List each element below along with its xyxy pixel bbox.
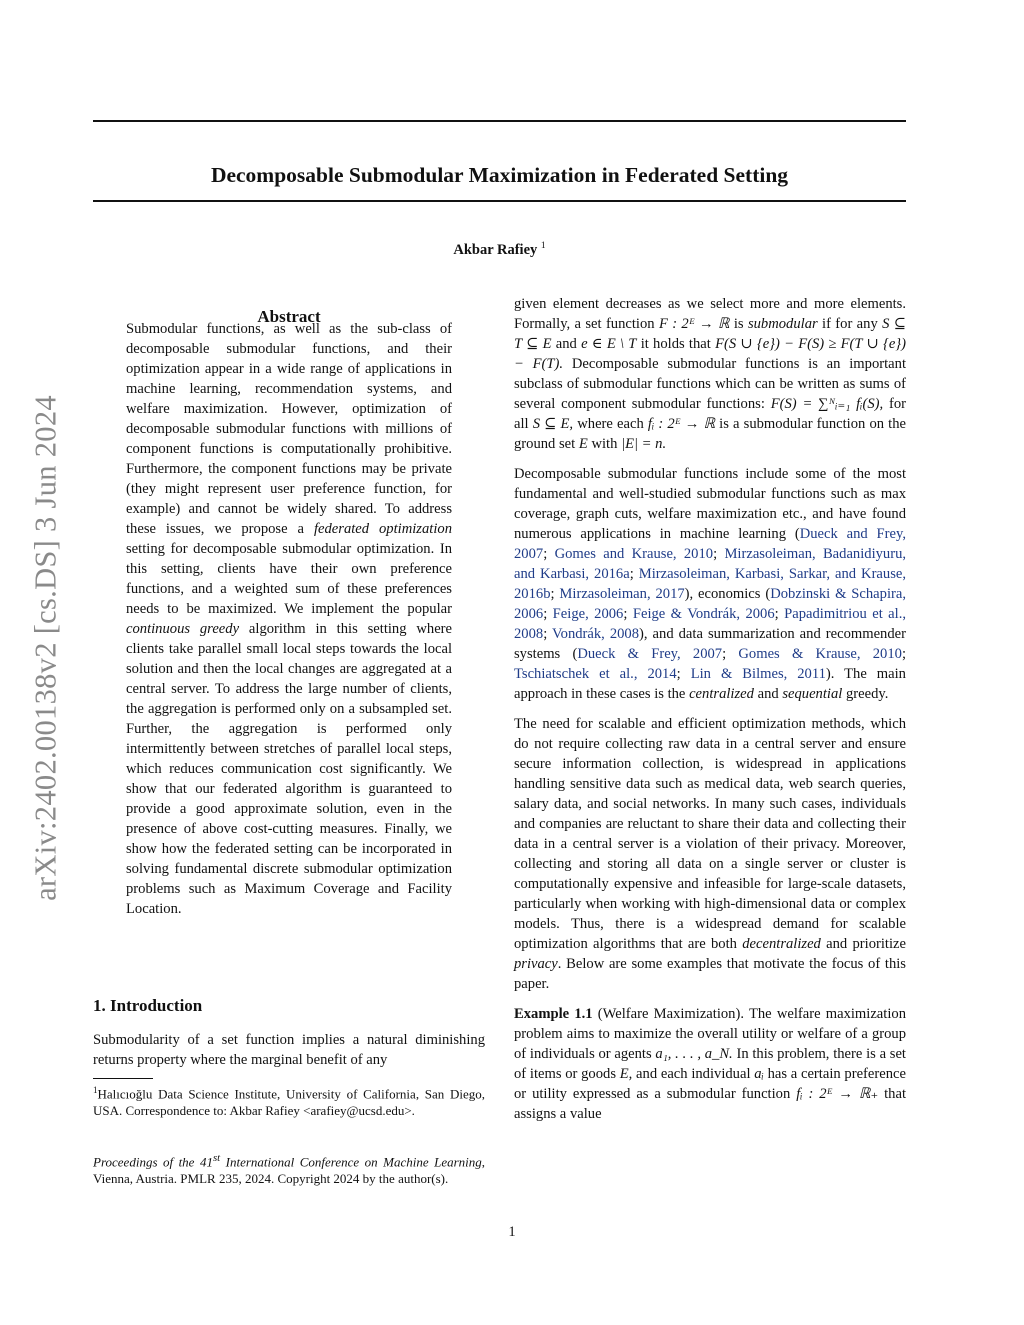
page-number: 1	[508, 1224, 516, 1240]
citation-link[interactable]: Gomes & Krause, 2010	[738, 646, 902, 662]
right-column	[514, 294, 906, 1124]
author-line	[93, 236, 906, 260]
title-rule-top	[93, 120, 906, 122]
definition-paragraph: given element decreases as we select more and more elements. Formally, a set function F : 2ᴱ → ℝ is submodular if for any S ⊆ T ⊆ E and e ∈ E \ T it holds that F(S ∪ {e}) − F(S) ≥ F(T ∪ {e}) − F(T). Decomposable submodular functions is an important subclass of submodular functions which can be written as sums of several component submodular functions: F(S) = ∑ᴺᵢ₌₁ fᵢ(S), for all S ⊆ E, where each fᵢ : 2ᴱ → ℝ is a submodular function on the ground set E with |E| = n.	[514, 296, 907, 452]
citation-link[interactable]: Feige, 2006	[552, 606, 624, 622]
citation-link[interactable]: Tschiatschek et al., 2014	[514, 666, 677, 682]
citation-link[interactable]: Mirzasoleiman, Badanidiyuru, and Karbasi, 2016a	[514, 546, 907, 582]
introduction-heading: 1. Introduction	[93, 996, 203, 1015]
motivation-paragraph: The need for scalable and efficient optimization methods, which do not require collecting raw data in a central server and ensure secure information collection, is widespread in applications handling sensitive data such as medical data, web search queries, salary data, and social networks. In many such cases, individuals and companies are reluctant to share their data and collecting their data in a central server is a violation of their privacy. Moreover, collecting and storing all data on a single server or cluster is computationally expensive and infeasible for large-scale datasets, particularly when working with high-dimensional data or complex models. Thus, there is a widespread demand for scalable optimization algorithms that are both decentralized and prioritize privacy. Below are some examples that motivate the focus of this paper.	[514, 716, 906, 992]
citation-link[interactable]: Gomes and Krause, 2010	[554, 546, 714, 562]
citation-link[interactable]: Dobzinski & Schapira, 2006	[514, 586, 906, 622]
author-affiliation-mark: 1	[540, 241, 546, 251]
citation-link[interactable]: Dueck and Frey, 2007	[514, 526, 906, 562]
affiliation-footnote: $^1$Halıcıoğlu Data Science Institute, University of California, San Diego, USA. Correspondence to: Akbar Rafiey <arafiey@ucsd.edu>.	[93, 1085, 485, 1119]
author-name: Akbar Rafiey	[453, 241, 538, 258]
citation-link[interactable]: Mirzasoleiman, Karbasi, Sarkar, and Krause, 2016b	[514, 566, 907, 602]
citation-link[interactable]: Dueck & Frey, 2007	[577, 646, 723, 662]
footnote-rule	[93, 1078, 153, 1079]
arxiv-identifier: arXiv:2402.00138v2 [cs.DS] 3 Jun 2024	[28, 395, 63, 901]
title-rule-bottom	[93, 200, 906, 202]
introduction-paragraph: Submodularity of a set function implies a natural diminishing returns property where the marginal benefit of any	[93, 1032, 485, 1068]
proceedings-note: Proceedings of the 41st International Conference on Machine Learning, Vienna, Austria. PMLR 235, 2024. Copyright 2024 by the author(s).	[93, 1152, 486, 1187]
applications-paragraph: Decomposable submodular functions include some of the most fundamental and well-studied submodular functions such as max coverage, graph cuts, welfare maximization etc., and have found numerous applications in machine learning (Dueck and Frey, 2007; Gomes and Krause, 2010; Mirzasoleiman, Badanidiyuru, and Karbasi, 2016a; Mirzasoleiman, Karbasi, Sarkar, and Krause, 2016b; Mirzasoleiman, 2017), economics (Dobzinski & Schapira, 2006; Feige, 2006; Feige & Vondrák, 2006; Papadimitriou et al., 2008; Vondrák, 2008), and data summarization and recommender systems (Dueck & Frey, 2007; Gomes & Krause, 2010; Tschiatschek et al., 2014; Lin & Bilmes, 2011). The main approach in these cases is the centralized and sequential greedy.	[514, 466, 907, 702]
citation-link[interactable]: Papadimitriou et al., 2008	[514, 606, 907, 642]
citation-link[interactable]: Mirzasoleiman, 2017	[559, 586, 685, 602]
footnote-mark: 1	[93, 1085, 98, 1095]
example-paragraph: Example 1.1 (Welfare Maximization). The welfare maximization problem aims to maximize the overall utility or welfare of a group of individuals or agents a₁, . . . , a_N. In this problem, there is a set of items or goods E, and each individual aᵢ has a certain preference or utility expressed as a submodular function fᵢ : 2ᴱ → ℝ₊ that assigns a value	[514, 1006, 906, 1122]
citation-link[interactable]: Feige & Vondrák, 2006	[632, 606, 775, 622]
citation-link[interactable]: Lin & Bilmes, 2011	[690, 666, 826, 682]
paper-title: Decomposable Submodular Maximization in Federated Setting	[210, 163, 789, 188]
example-label: Example 1.1	[514, 1006, 593, 1022]
abstract-body: Submodular functions, as well as the sub-class of decomposable submodular functions, and their optimization appear in a wide range of applications in machine learning, recommendation systems, and welfare maximization. However, optimization of decomposable submodular functions with millions of component functions is computationally prohibitive. Furthermore, the component functions may be private (they might represent user preference function, for example) and cannot be widely shared. To address these issues, we propose a federated optimization setting for decomposable submodular optimization. In this setting, clients have their own preference functions, and a weighted sum of these preferences needs to be maximized. We implement the popular continuous greedy algorithm in this setting where clients take parallel small local steps towards the local solution and then the local changes are aggregated at a central server. To address the large number of clients, the aggregation is performed only on a subsampled set. Further, the aggregation is performed only intermittently between stretches of parallel local steps, which reduces communication cost significantly. We show that our federated algorithm is guaranteed to provide a good approximate solution, even in the presence of above cost-cutting measures. Finally, we show how the federated setting can be incorporated in solving fundamental discrete submodular optimization problems such as Maximum Coverage and Facility Location.	[126, 321, 453, 917]
citation-link[interactable]: Vondrák, 2008	[552, 626, 640, 642]
abstract-heading: Abstract	[257, 307, 321, 327]
